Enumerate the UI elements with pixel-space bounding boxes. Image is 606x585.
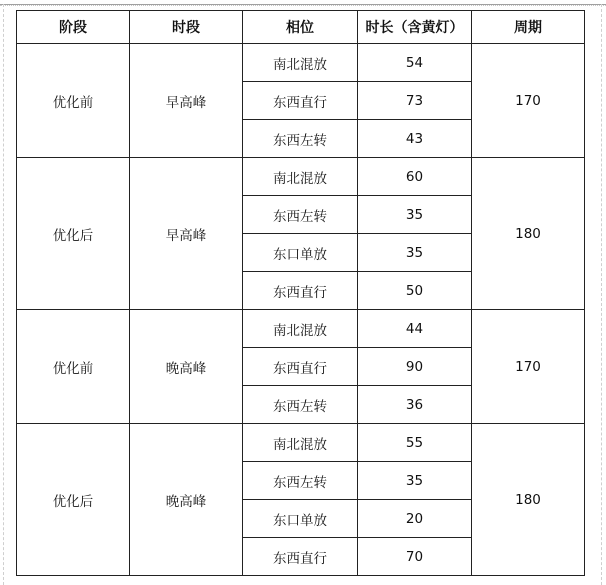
duration-cell: 50: [358, 272, 472, 310]
stage-cell: 优化前: [17, 44, 130, 158]
period-cell: 早高峰: [130, 158, 243, 310]
period-cell: 早高峰: [130, 44, 243, 158]
phase-cell: 东西左转: [243, 386, 358, 424]
header-row: [17, 11, 585, 44]
stage-cell: 优化后: [17, 158, 130, 310]
duration-cell: 73: [358, 82, 472, 120]
duration-cell: 20: [358, 500, 472, 538]
period-cell: 晚高峰: [130, 310, 243, 424]
phase-cell: 东西左转: [243, 462, 358, 500]
phase-cell: 东口单放: [243, 234, 358, 272]
duration-cell: 70: [358, 538, 472, 576]
phase-cell: 东西直行: [243, 538, 358, 576]
phase-cell: 东西左转: [243, 196, 358, 234]
phase-cell: 东西左转: [243, 120, 358, 158]
page-right-edge: [601, 4, 602, 585]
duration-cell: 35: [358, 196, 472, 234]
page-left-edge: [3, 4, 4, 585]
cycle-cell: 180: [472, 158, 585, 310]
phase-cell: 东西直行: [243, 348, 358, 386]
header-stage: 阶段: [17, 11, 130, 44]
signal-timing-table: [16, 10, 585, 576]
table-row: [17, 44, 585, 82]
duration-cell: 43: [358, 120, 472, 158]
stage-cell: 优化前: [17, 310, 130, 424]
cycle-cell: 170: [472, 310, 585, 424]
duration-cell: 55: [358, 424, 472, 462]
table-body: [17, 44, 585, 576]
phase-cell: 南北混放: [243, 424, 358, 462]
cycle-cell: 180: [472, 424, 585, 576]
phase-cell: 东西直行: [243, 82, 358, 120]
phase-cell: 南北混放: [243, 158, 358, 196]
header-period: 时段: [130, 11, 243, 44]
duration-cell: 54: [358, 44, 472, 82]
table-row: [17, 158, 585, 196]
table-header: [17, 11, 585, 44]
duration-cell: 35: [358, 234, 472, 272]
page-top-border: [0, 4, 606, 6]
duration-cell: 60: [358, 158, 472, 196]
phase-cell: 南北混放: [243, 44, 358, 82]
phase-cell: 东口单放: [243, 500, 358, 538]
header-duration: 时长（含黄灯）: [358, 11, 472, 44]
header-phase: 相位: [243, 11, 358, 44]
duration-cell: 36: [358, 386, 472, 424]
phase-cell: 南北混放: [243, 310, 358, 348]
period-cell: 晚高峰: [130, 424, 243, 576]
cycle-cell: 170: [472, 44, 585, 158]
header-cycle: 周期: [472, 11, 585, 44]
stage-cell: 优化后: [17, 424, 130, 576]
table-row: [17, 424, 585, 462]
duration-cell: 35: [358, 462, 472, 500]
phase-cell: 东西直行: [243, 272, 358, 310]
duration-cell: 90: [358, 348, 472, 386]
duration-cell: 44: [358, 310, 472, 348]
table-row: [17, 310, 585, 348]
